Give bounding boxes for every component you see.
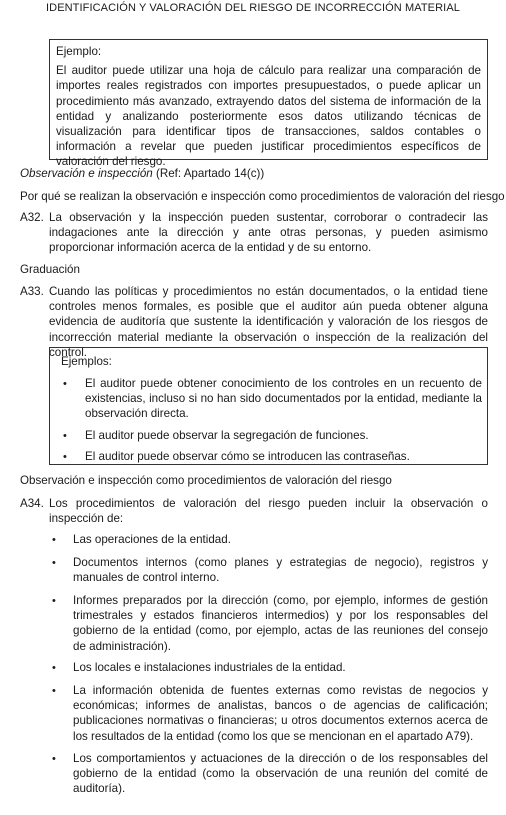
a34-bullet-3: • <box>52 595 56 607</box>
examples-item-1: El auditor puede obtener conocimiento de los controles en un recuento de existencias, incluso si no han sido documentados por la entidad, mediante la observación directa. <box>85 377 482 421</box>
a33-text: Cuando las políticas y procedimientos no están documentados, o la entidad tiene controles menos formales, es posible que el auditor aún pueda obtener alguna evidencia de auditoría que sustente la identificación y valoración de los riesgos de incorrección material mediante la observación o inspección de la realización del control. <box>49 285 488 359</box>
examples-bullet-2: • <box>63 430 67 442</box>
a34-bullet-2: • <box>52 557 56 569</box>
a32-number: A32. <box>20 211 44 224</box>
obs-heading: Observación e inspección como procedimientos de valoración del riesgo <box>20 474 392 487</box>
section-obs-ref: (Ref: Apartado 14(c)) <box>152 167 265 180</box>
example-box <box>49 39 488 169</box>
a34-item-2: Documentos internos (como planes y estrategias de negocio), registros y manuales de control interno. <box>73 556 488 585</box>
page-header: IDENTIFICACIÓN Y VALORACIÓN DEL RIESGO DE INCORRECCIÓN MATERIAL <box>46 2 460 14</box>
a34-bullet-1: • <box>52 534 56 546</box>
examples-item-3: El auditor puede observar cómo se introducen las contraseñas. <box>85 450 410 463</box>
a34-item-6: Los comportamientos y actuaciones de la dirección o de los responsables del gobierno de la entidad (como la observación de una reunión del comité de auditoría). <box>73 752 488 796</box>
a32-text: La observación y la inspección pueden sustentar, corroborar o contradecir las indagaciones ante la dirección y ante otras personas, y pueden asimismo proporcionar información acerca de la entidad y de su entorno. <box>49 211 488 255</box>
examples-box-title: Ejemplos: <box>61 355 112 368</box>
a34-bullet-5: • <box>52 685 56 697</box>
examples-box <box>49 347 488 465</box>
examples-item-2: El auditor puede observar la segregación de funciones. <box>85 429 369 442</box>
section-obs-heading <box>20 166 264 181</box>
a34-item-3: Informes preparados por la dirección (como, por ejemplo, informes de gestión trimestrales y estados financieros intermedios) y por los responsables del gobierno de la entidad (como, por ejemplo, actas de las reuniones del consejo de administración). <box>73 594 488 653</box>
a34-number: A34. <box>20 497 44 510</box>
why-heading: Por qué se realizan la observación e inspección como procedimientos de valoración del riesgo <box>20 190 505 203</box>
a33-number: A33. <box>20 285 44 298</box>
example-box-title: Ejemplo: <box>56 45 102 58</box>
examples-bullet-3: • <box>63 451 67 463</box>
a34-text: Los procedimientos de valoración del riesgo pueden incluir la observación o inspección de: <box>49 497 488 526</box>
a34-item-1: Las operaciones de la entidad. <box>73 533 231 546</box>
a34-item-4: Los locales e instalaciones industriales de la entidad. <box>73 661 346 674</box>
a34-item-5: La información obtenida de fuentes externas como revistas de negocios y económicas; informes de analistas, bancos o de agencias de calificación; publicaciones normativas o financieras; u otros documentos externos acerca de los resultados de la entidad (como los que se mencionan en el apartado A79). <box>73 684 488 743</box>
section-obs-title: Observación e inspección <box>20 167 153 180</box>
graduacion-heading: Graduación <box>20 263 80 276</box>
example-box-text: El auditor puede utilizar una hoja de cálculo para realizar una comparación de importes reales registrados con importes presupuestados, o puede aplicar un procedimiento más avanzado, extrayendo datos del sistema de información de la entidad y analizando posteriormente esos datos utilizando técnicas de visualización para identificar tipos de transacciones, saldos contables o información a revelar que pueden justificar procedimientos específicos de valoración del riesgo. <box>56 64 481 169</box>
examples-bullet-1: • <box>63 378 67 390</box>
a34-bullet-4: • <box>52 662 56 674</box>
a34-bullet-6: • <box>52 753 56 765</box>
